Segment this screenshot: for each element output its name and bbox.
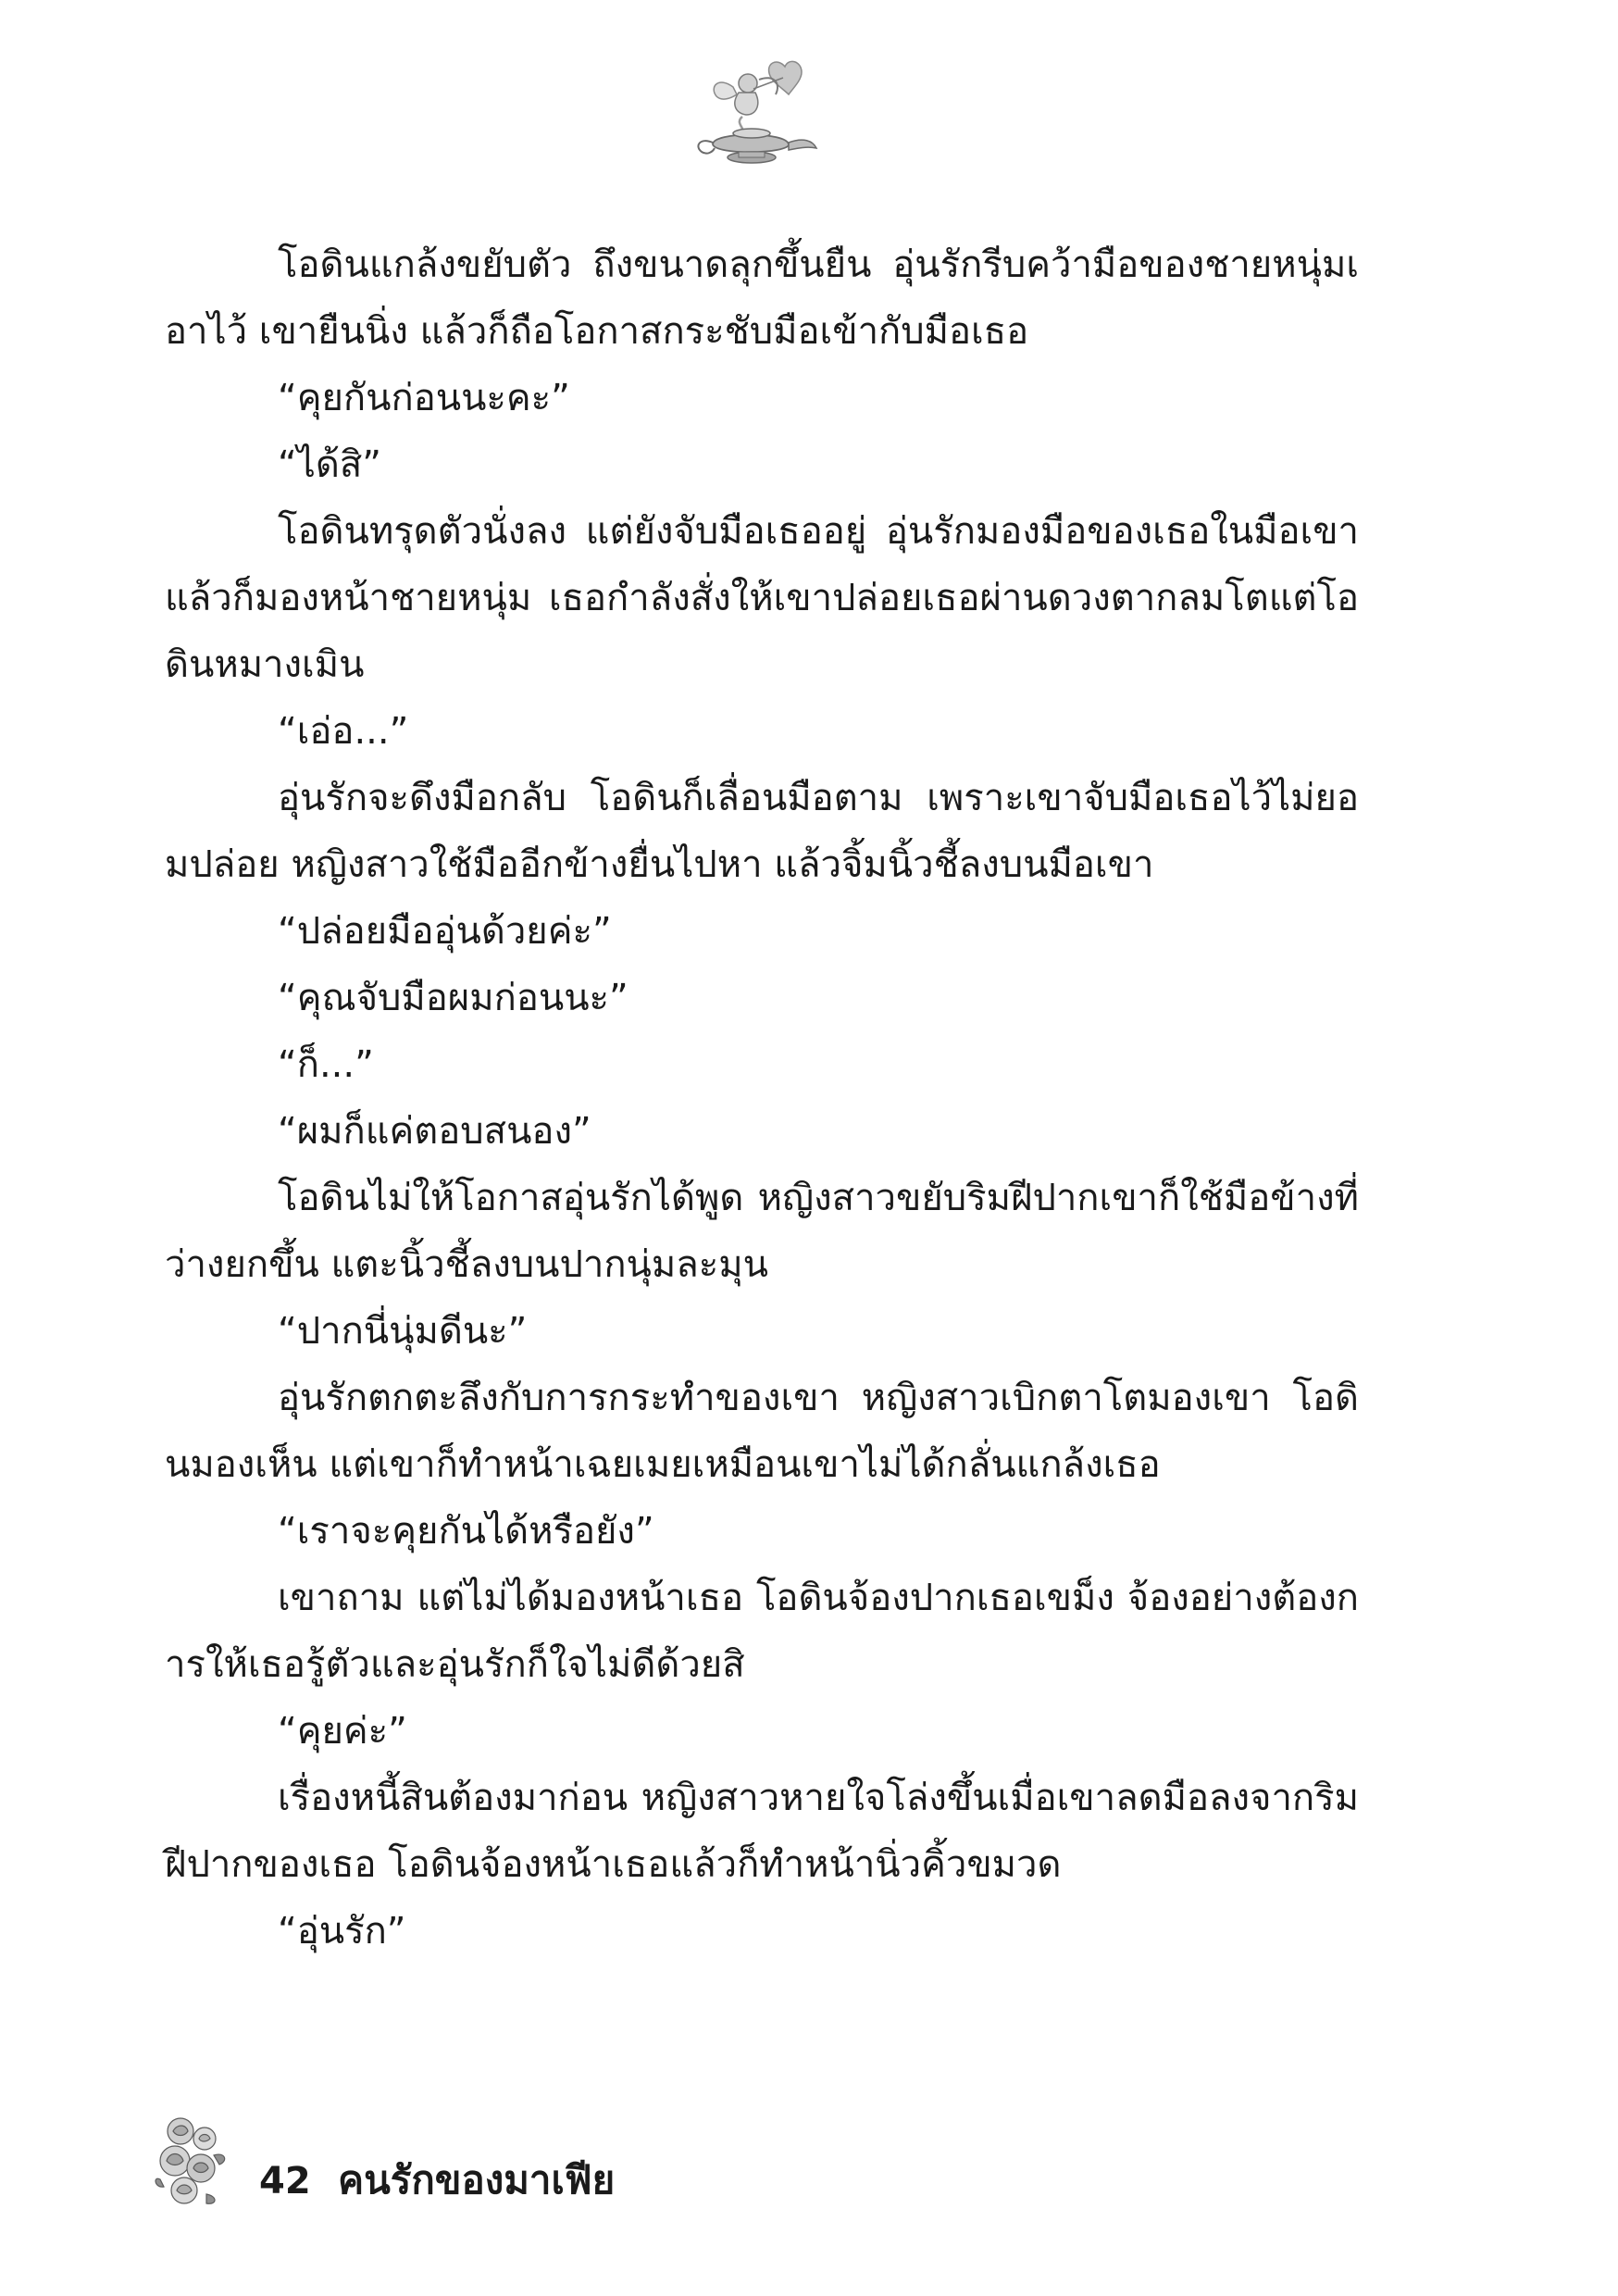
rose-bouquet-ornament-icon: [153, 2111, 236, 2213]
book-title: คนรักของมาเฟีย: [338, 2157, 616, 2202]
page-number: 42: [259, 2160, 311, 2202]
dialogue-line: “ผมก็แค่ตอบสนอง”: [278, 1110, 591, 1153]
dialogue-line: “ปล่อยมืออุ่นด้วยค่ะ”: [278, 910, 612, 953]
dialogue-line: “คุยค่ะ”: [278, 1710, 407, 1753]
paragraph: เรื่องหนี้สินต้องมาก่อน หญิงสาวหายใจโล่งขึ้นเมื่อเขาลดมือลงจากริมฝีปากของเธอ โอดินจ้องหน้าเธอแล้วก็ทำหน้านิ่วคิ้วขมวด: [165, 1777, 1359, 1886]
dialogue-line: “ก็...”: [278, 1043, 374, 1086]
paragraph: อุ่นรักจะดึงมือกลับ โอดินก็เลื่อนมือตาม เพราะเขาจับมือเธอไว้ไม่ยอมปล่อย หญิงสาวใช้มืออีกข้างยื่นไปหา แล้วจิ้มนิ้วชี้ลงบนมือเขา: [165, 777, 1359, 886]
paragraph: โอดินทรุดตัวนั่งลง แต่ยังจับมือเธออยู่ อุ่นรักมองมือของเธอในมือเขา แล้วก็มองหน้าชายหนุ่ม เธอกำลังสั่งให้เขาปล่อยเธอผ่านดวงตากลมโตแต่โอดินหมางเมิน: [165, 510, 1359, 686]
dialogue-line: “คุณจับมือผมก่อนนะ”: [278, 977, 629, 1019]
dialogue-line: “เราจะคุยกันได้หรือยัง”: [278, 1510, 654, 1553]
page-footer: [153, 2111, 893, 2222]
dialogue-line: “คุยกันก่อนนะคะ”: [278, 377, 570, 419]
dialogue-line: “ปากนี่นุ่มดีนะ”: [278, 1310, 528, 1353]
dialogue-line: “ได้สิ”: [278, 443, 381, 486]
paragraph: อุ่นรักตกตะลึงกับการกระทำของเขา หญิงสาวเบิกตาโตมองเขา โอดินมองเห็น แต่เขาก็ทำหน้าเฉยเมยเหมือนเขาไม่ได้กลั่นแกล้งเธอ: [165, 1377, 1359, 1486]
dialogue-line: “เอ่อ...”: [278, 710, 409, 753]
paragraph: โอดินไม่ให้โอกาสอุ่นรักได้พูด หญิงสาวขยับริมฝีปากเขาก็ใช้มือข้างที่ว่างยกขึ้น แตะนิ้วชี้ลงบนปากนุ่มละมุน: [165, 1177, 1359, 1286]
cupid-lamp-ornament-icon: [685, 56, 824, 171]
paragraph: โอดินแกล้งขยับตัว ถึงขนาดลุกขึ้นยืน อุ่นรักรีบคว้ามือของชายหนุ่มเอาไว้ เขายืนนิ่ง แล้วก็ถือโอกาสกระชับมือเข้ากับมือเธอ: [165, 243, 1359, 353]
body-text: [165, 231, 1359, 1965]
dialogue-line: “อุ่นรัก”: [278, 1910, 406, 1953]
paragraph: เขาถาม แต่ไม่ได้มองหน้าเธอ โอดินจ้องปากเธอเขม็ง จ้องอย่างต้องการให้เธอรู้ตัวและอุ่นรักก็ใจไม่ดีด้วยสิ: [165, 1577, 1359, 1686]
